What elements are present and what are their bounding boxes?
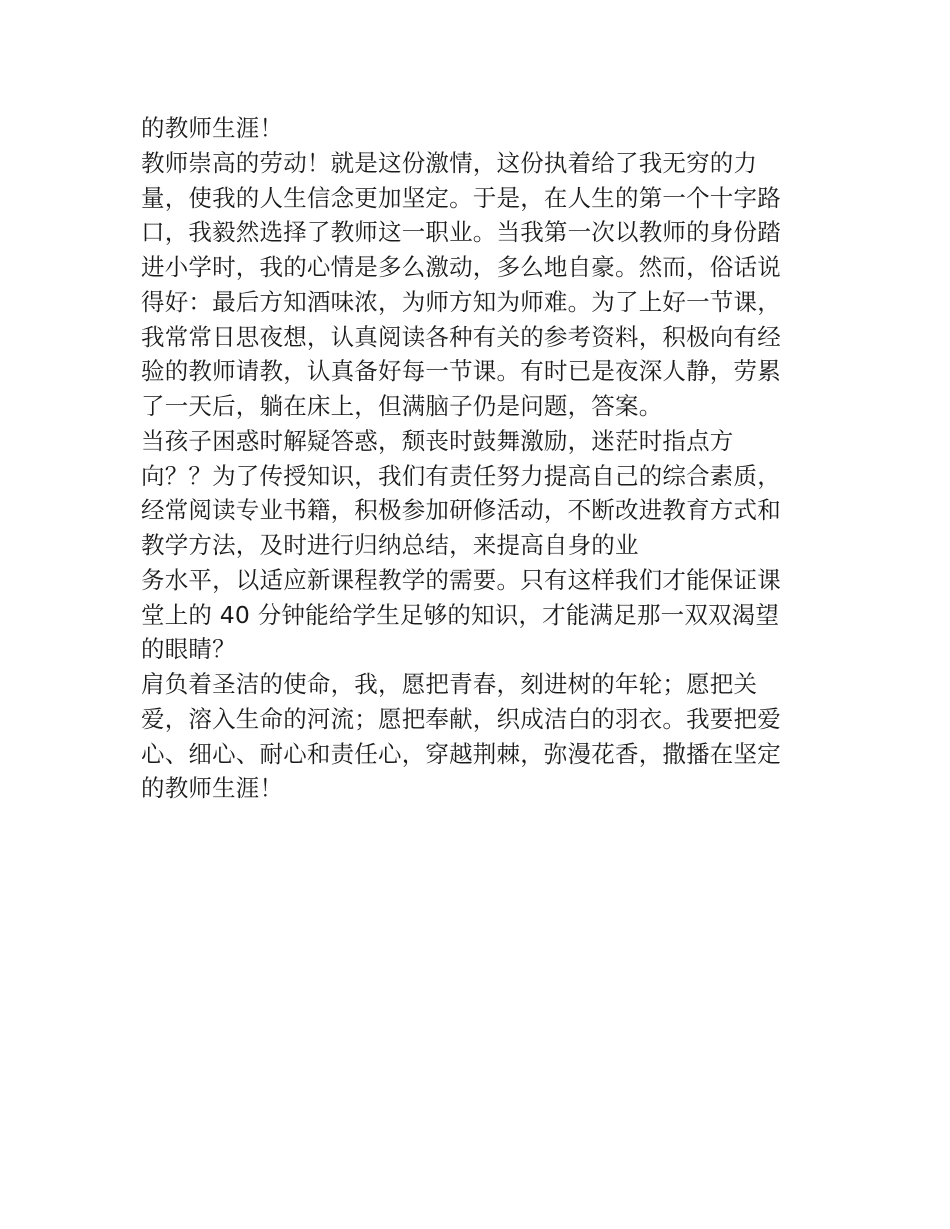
- text-line: 堂上的 40 分钟能给学生足够的知识，才能满足那一双双渴望: [141, 600, 780, 629]
- text-line: 口，我毅然选择了教师这一职业。当我第一次以教师的身份踏: [141, 218, 781, 247]
- text-line: 得好：最后方知酒味浓，为师方知为师难。为了上好一节课，: [141, 287, 781, 316]
- text-line: 经常阅读专业书籍，积极参加研修活动，不断改进教育方式和: [141, 496, 781, 525]
- text-line: 验的教师请教，认真备好每一节课。有时已是夜深人静，劳累: [141, 357, 781, 386]
- text-line: 务水平，以适应新课程教学的需要。只有这样我们才能保证课: [141, 565, 781, 594]
- text-line: 的眼睛？: [141, 635, 236, 664]
- text-line: 心、细心、耐心和责任心，穿越荆棘，弥漫花香，撒播在坚定: [141, 739, 781, 768]
- text-line: 了一天后，躺在床上，但满脑子仍是问题，答案。: [141, 392, 663, 420]
- text-line: 向？？为了传授知识，我们有责任努力提高自己的综合素质，: [141, 461, 781, 490]
- text-line: 肩负着圣洁的使命，我，愿把青春，刻进树的年轮；愿把关: [141, 670, 758, 698]
- text-line: 当孩子困惑时解疑答惑，颓丧时鼓舞激励，迷茫时指点方: [141, 426, 734, 455]
- body-text: [141, 111, 821, 806]
- text-line: 进小学时，我的心情是多么激动，多么地自豪。然而，俗话说: [141, 253, 781, 281]
- text-line: 的教师生涯！: [141, 114, 284, 142]
- text-line: 教师崇高的劳动！就是这份激情，这份执着给了我无穷的力: [141, 148, 758, 177]
- text-line: 我常常日思夜想，认真阅读各种有关的参考资料，积极向有经: [141, 322, 781, 351]
- text-line: 的教师生涯！: [141, 774, 284, 803]
- text-line: 量，使我的人生信念更加坚定。于是，在人生的第一个十字路: [141, 183, 781, 212]
- text-line: 教学方法，及时进行归纳总结，来提高自身的业: [141, 531, 639, 559]
- text-line: 爱，溶入生命的河流；愿把奉献，织成洁白的羽衣。我要把爱: [141, 704, 781, 733]
